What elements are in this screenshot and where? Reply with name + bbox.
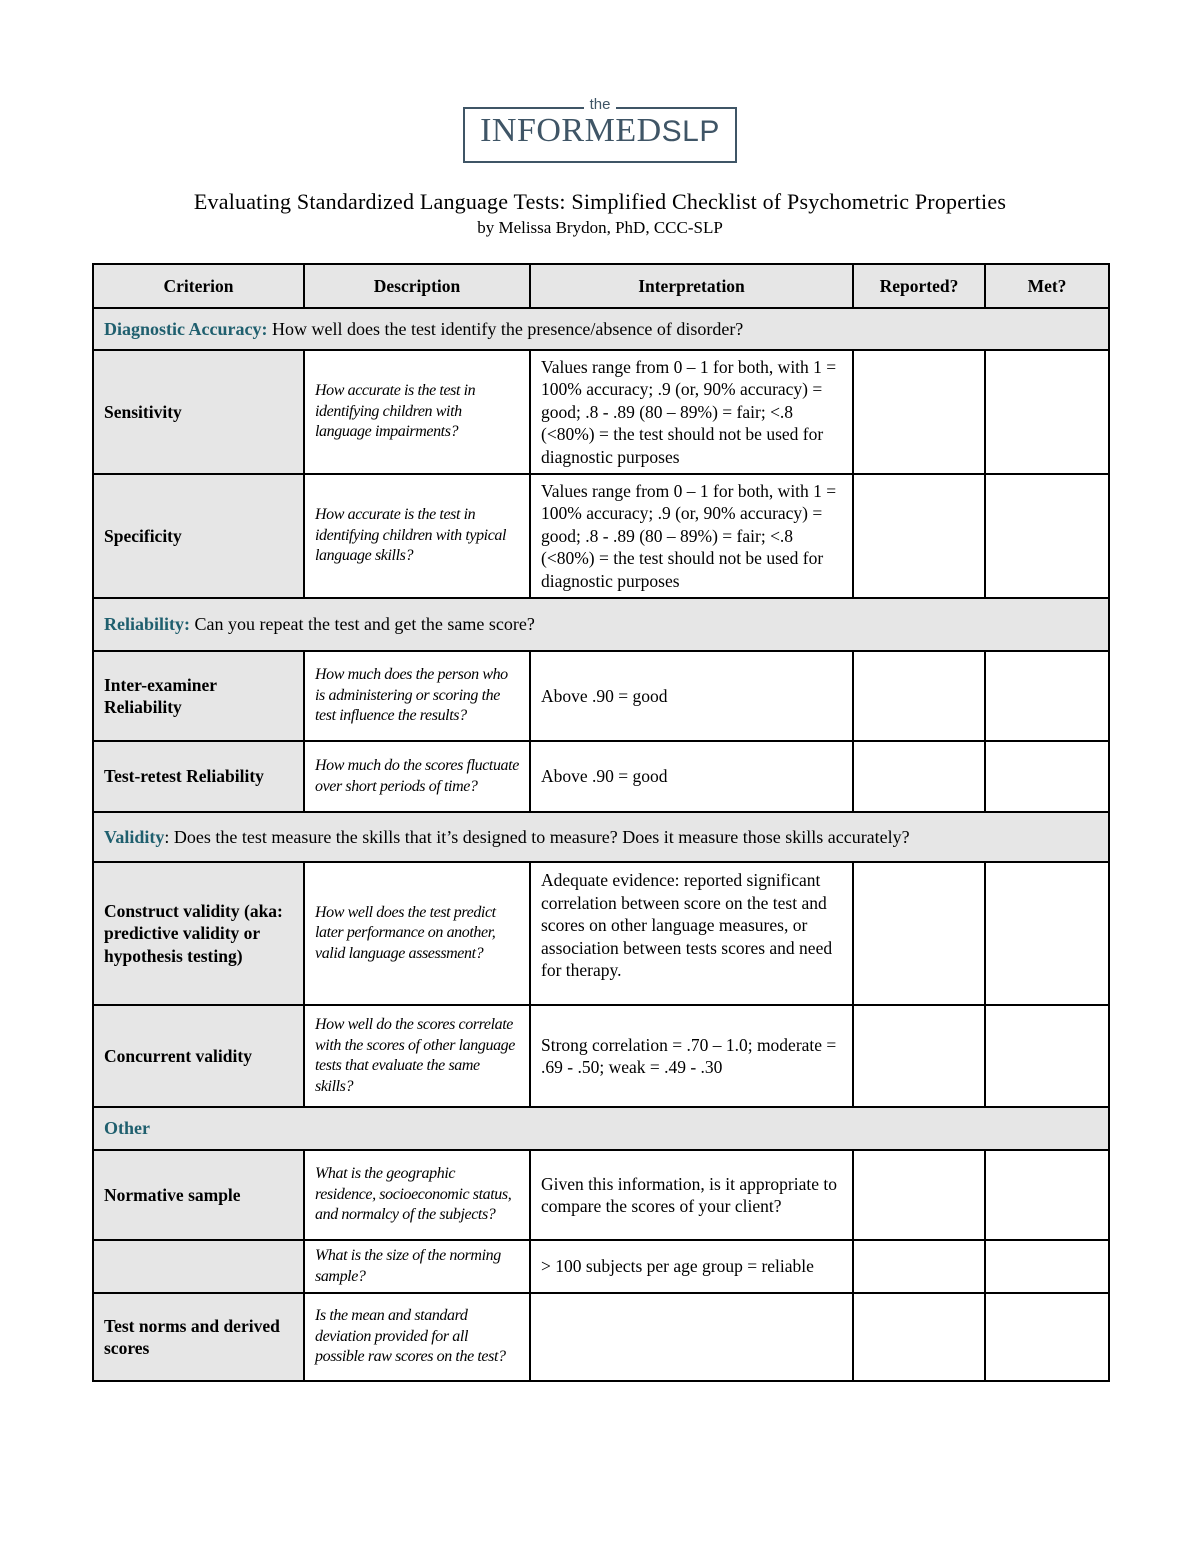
section-row-validity — [93, 812, 1109, 862]
description-cell: How well does the test predict later performance on another, valid language assessment? — [304, 862, 530, 1005]
header-reported: Reported? — [853, 264, 985, 308]
header-description: Description — [304, 264, 530, 308]
table-row — [93, 350, 1109, 474]
logo-slp-text: SLP — [661, 115, 720, 148]
section-row-other — [93, 1107, 1109, 1150]
met-cell[interactable] — [985, 350, 1109, 474]
description-cell: How much do the scores fluctuate over short periods of time? — [304, 741, 530, 812]
table-header-row — [93, 264, 1109, 308]
table-row — [93, 1005, 1109, 1107]
met-cell[interactable] — [985, 862, 1109, 1005]
page-subtitle: by Melissa Brydon, PhD, CCC-SLP — [477, 218, 723, 237]
criterion-cell — [93, 1240, 304, 1293]
section-text: : Does the test measure the skills that it’s designed to measure? Does it measure those skills accurately? — [164, 826, 910, 847]
criterion-cell: Concurrent validity — [93, 1005, 304, 1107]
reported-cell[interactable] — [853, 741, 985, 812]
section-row-diagnostic-accuracy — [93, 308, 1109, 350]
page-title: Evaluating Standardized Language Tests: Simplified Checklist of Psychometric Properties — [193, 189, 1007, 214]
interpretation-cell: Values range from 0 – 1 for both, with 1 = 100% accuracy; .9 (or, 90% accuracy) = good; .8 - .89 (80 – 89%) = fair; <.8 (<80%) = the test should not be used for diagnostic purposes — [530, 474, 853, 598]
criterion-cell: Inter-examiner Reliability — [93, 651, 304, 741]
section-label: Other — [104, 1118, 150, 1139]
section-row-reliability — [93, 598, 1109, 651]
met-cell[interactable] — [985, 1240, 1109, 1293]
table-row — [93, 862, 1109, 1005]
interpretation-cell: Strong correlation = .70 – 1.0; moderate = .69 - .50; weak = .49 - .30 — [530, 1005, 853, 1107]
section-label: Diagnostic Accuracy: — [104, 318, 268, 339]
criterion-cell: Test norms and derived scores — [93, 1293, 304, 1381]
description-cell: How well do the scores correlate with the scores of other language tests that evaluate the same skills? — [304, 1005, 530, 1107]
met-cell[interactable] — [985, 741, 1109, 812]
reported-cell[interactable] — [853, 350, 985, 474]
logo-informed-text: INFORMED — [480, 112, 662, 149]
logo-wordmark — [463, 112, 737, 150]
table-row — [93, 741, 1109, 812]
section-label: Reliability: — [104, 614, 190, 635]
header-criterion: Criterion — [93, 264, 304, 308]
table-row — [93, 1240, 1109, 1293]
logo — [463, 98, 737, 162]
table-row — [93, 1150, 1109, 1240]
description-cell: How accurate is the test in identifying children with language impairments? — [304, 350, 530, 474]
description-cell: How accurate is the test in identifying children with typical language skills? — [304, 474, 530, 598]
reported-cell[interactable] — [853, 1293, 985, 1381]
description-cell: Is the mean and standard deviation provided for all possible raw scores on the test? — [304, 1293, 530, 1381]
reported-cell[interactable] — [853, 651, 985, 741]
description-cell: What is the size of the norming sample? — [304, 1240, 530, 1293]
met-cell[interactable] — [985, 1293, 1109, 1381]
criterion-cell: Specificity — [93, 474, 304, 598]
description-cell: How much does the person who is administering or scoring the test influence the results? — [304, 651, 530, 741]
section-text: How well does the test identify the presence/absence of disorder? — [267, 318, 744, 339]
table-row — [93, 474, 1109, 598]
criterion-cell: Construct validity (aka: predictive validity or hypothesis testing) — [93, 862, 304, 1005]
checklist-table — [92, 263, 1110, 1382]
logo-the-text: the — [584, 96, 617, 113]
criterion-cell: Test-retest Reliability — [93, 741, 304, 812]
interpretation-cell — [530, 1293, 853, 1381]
reported-cell[interactable] — [853, 474, 985, 598]
table-row — [93, 1293, 1109, 1381]
met-cell[interactable] — [985, 1005, 1109, 1107]
interpretation-cell: > 100 subjects per age group = reliable — [530, 1240, 853, 1293]
criterion-cell: Normative sample — [93, 1150, 304, 1240]
description-cell: What is the geographic residence, socioeconomic status, and normalcy of the subjects? — [304, 1150, 530, 1240]
interpretation-cell: Above .90 = good — [530, 651, 853, 741]
reported-cell[interactable] — [853, 1150, 985, 1240]
interpretation-cell: Adequate evidence: reported significant correlation between score on the test and scores on other language measures, or association between tests scores and need for therapy. — [530, 862, 853, 1005]
section-text: Can you repeat the test and get the same score? — [190, 614, 535, 635]
reported-cell[interactable] — [853, 862, 985, 1005]
interpretation-cell: Values range from 0 – 1 for both, with 1 = 100% accuracy; .9 (or, 90% accuracy) = good; .8 - .89 (80 – 89%) = fair; <.8 (<80%) = the test should not be used for diagnostic purposes — [530, 350, 853, 474]
met-cell[interactable] — [985, 1150, 1109, 1240]
header-met: Met? — [985, 264, 1109, 308]
header-interpretation: Interpretation — [530, 264, 853, 308]
met-cell[interactable] — [985, 474, 1109, 598]
section-label: Validity — [104, 826, 165, 847]
met-cell[interactable] — [985, 651, 1109, 741]
criterion-cell: Sensitivity — [93, 350, 304, 474]
interpretation-cell: Given this information, is it appropriate to compare the scores of your client? — [530, 1150, 853, 1240]
interpretation-cell: Above .90 = good — [530, 741, 853, 812]
table-row — [93, 651, 1109, 741]
reported-cell[interactable] — [853, 1240, 985, 1293]
reported-cell[interactable] — [853, 1005, 985, 1107]
